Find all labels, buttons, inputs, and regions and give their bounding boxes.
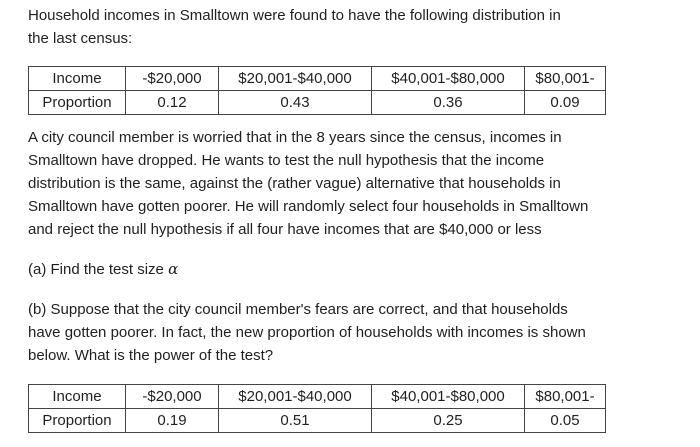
row-label-income: Income [29, 385, 126, 409]
census-distribution-table [28, 66, 606, 115]
intro-line: Household incomes in Smalltown were found to have the following distribution in [28, 7, 561, 24]
part-b-line: have gotten poorer. In fact, the new proportion of households with incomes is shown [28, 324, 586, 341]
body-line: A city council member is worried that in the 8 years since the census, incomes in [28, 129, 562, 146]
income-cell: $80,001- [525, 67, 606, 91]
proportion-cell: 0.12 [126, 91, 219, 115]
income-cell: $80,001- [525, 385, 606, 409]
body-line: Smalltown have dropped. He wants to test the null hypothesis that the income [28, 152, 545, 169]
row-label-proportion: Proportion [29, 91, 126, 115]
intro-paragraph [28, 4, 668, 50]
proportion-row [29, 91, 606, 115]
income-row [29, 67, 606, 91]
body-paragraph [28, 126, 668, 241]
proportion-cell: 0.19 [126, 409, 219, 433]
income-cell: -$20,000 [126, 385, 219, 409]
intro-line: the last census: [28, 30, 133, 47]
income-row [29, 385, 606, 409]
part-a-question [28, 258, 668, 281]
part-b-line: below. What is the power of the test? [28, 347, 274, 364]
row-label-income: Income [29, 67, 126, 91]
proportion-cell: 0.51 [219, 409, 372, 433]
body-line: and reject the null hypothesis if all four have incomes that are $40,000 or less [28, 221, 542, 238]
body-line: Smalltown have gotten poorer. He will randomly select four households in Smalltown [28, 198, 589, 215]
part-a-text: (a) Find the test size [28, 261, 169, 278]
body-line: distribution is the same, against the (rather vague) alternative that households in [28, 175, 561, 192]
income-cell: $20,001-$40,000 [219, 385, 372, 409]
alpha-symbol: α [168, 260, 179, 278]
income-cell: $20,001-$40,000 [219, 67, 372, 91]
proportion-cell: 0.05 [525, 409, 606, 433]
income-cell: $40,001-$80,000 [372, 67, 525, 91]
income-cell: $40,001-$80,000 [372, 385, 525, 409]
new-distribution-table [28, 384, 606, 433]
row-label-proportion: Proportion [29, 409, 126, 433]
proportion-cell: 0.36 [372, 91, 525, 115]
income-cell: -$20,000 [126, 67, 219, 91]
proportion-cell: 0.09 [525, 91, 606, 115]
proportion-row [29, 409, 606, 433]
part-b-line: (b) Suppose that the city council member's fears are correct, and that households [28, 301, 568, 318]
part-b-question [28, 298, 668, 367]
proportion-cell: 0.43 [219, 91, 372, 115]
proportion-cell: 0.25 [372, 409, 525, 433]
